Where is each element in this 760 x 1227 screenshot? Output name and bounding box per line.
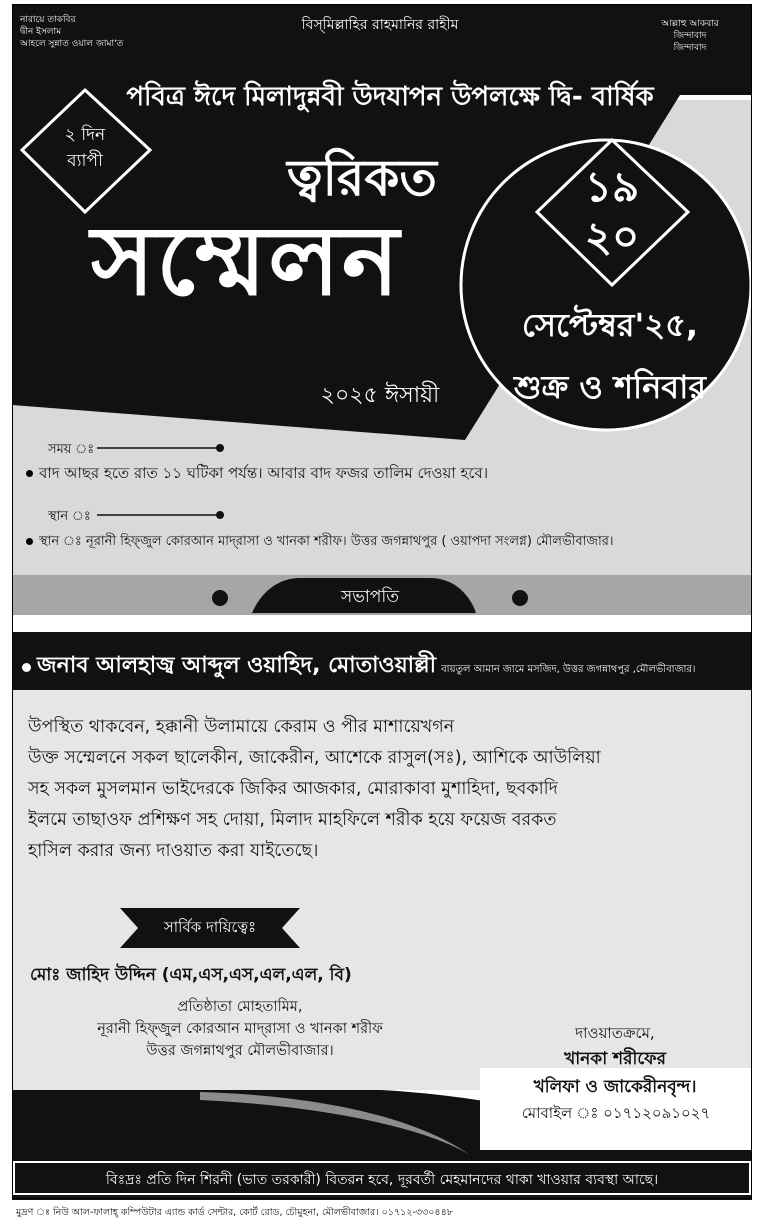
organizer-address: উত্তর জগন্নাথপুর মৌলভীবাজার। — [146, 1043, 334, 1059]
date-day2: ২০ — [584, 212, 640, 261]
bullet — [22, 663, 31, 672]
president-label: সভাপতি — [341, 587, 399, 607]
place-label: স্থান ঃ — [48, 509, 91, 524]
invitation-body — [28, 712, 738, 867]
organizer-role: প্রতিষ্ঠাতা মোহতামিম, — [177, 999, 303, 1015]
time-label: সময় ঃ — [48, 442, 95, 457]
footer-note: বিঃদ্রঃ প্রতি দিন শিরনী (ভাত তরকারী) বিতরন হবে, দূরবর্তী মেহমানদের থাকা খাওয়ার ব্যবস্থা আছে। — [105, 1172, 659, 1188]
bismillah: বিস্‌মিল্লাহির রাহমানির রাহীম — [301, 17, 459, 33]
organizer-details — [30, 996, 450, 1062]
president-name: জনাব আলহাজ্ব আব্দুল ওয়াহিদ, মোতাওয়াল্লী — [37, 653, 437, 678]
slogan-line: নারায়ে তাকবির — [20, 15, 76, 25]
invitation-line: ইলমে তাছাওফ প্রশিক্ষণ সহ দোয়া, মিলাদ মাহফিলে শরীক হয়ে ফয়েজ বরকত — [28, 810, 557, 830]
title-small: ত্বরিকত — [287, 149, 437, 207]
invitation-line: উপস্থিত থাকবেন, হক্কানী উলামায়ে কেরাম ও পীর মাশায়েখগন — [28, 717, 455, 737]
top-left-slogans — [20, 14, 180, 50]
date-day1: ১৯ — [584, 162, 640, 211]
top-right-slogans — [640, 18, 740, 54]
bullet — [26, 470, 33, 477]
invited-by-line1: খানকা শরীফের — [564, 1049, 666, 1069]
duration-text — [40, 122, 130, 174]
bullet — [26, 538, 33, 545]
invitation-line: হাসিল করার জন্য দাওয়াত করা যাইতেছে। — [28, 841, 319, 861]
time-row — [26, 462, 736, 487]
slogan-line: আহলে সুন্নাত ওয়াল জামা'ত — [20, 39, 124, 49]
slogan-line: জিন্দাবাদ — [673, 31, 707, 41]
year: ২০২৫ ঈসায়ী — [320, 383, 440, 408]
president-place: বায়তুল আমান জামে মসজিদ, উত্তর জগন্নাথপুর ,মৌলভীবাজার। — [441, 664, 696, 675]
printer-credit: মুদ্রণ ঃ নিউ আল-ফালাহ্‌ কম্পিউটার এ্যান্ড কার্ড সেন্টার, কোর্ট রোড, চৌমুহনা, মৌলভীবাজার। ০১৭১২-৩৩০৪৪৮ — [16, 1207, 453, 1218]
organizer-institution: নূরানী হিফ্‌জুল কোরআন মাদ্‌রাসা ও খানকা শরীফ — [97, 1021, 383, 1037]
place-row — [26, 532, 740, 553]
date-month: সেপ্টেম্বর'২৫, — [521, 306, 699, 344]
invited-by-line2: খলিফা ও জাকেরীনবৃন্দ। — [533, 1077, 697, 1097]
date-weekday: শুক্র ও শনিবার — [513, 368, 707, 406]
invitation-line: সহ সকল মুসলমান ভাইদেরকে জিকির আজকার, মোরাকাবা মুশাহিদা, ছবকাদি — [28, 779, 558, 799]
slogan-line: দ্বীন ইসলাম — [20, 27, 62, 37]
slogan-line: আল্লাহু আকবার — [661, 19, 719, 29]
duration-line: ব্যাপী — [67, 151, 103, 171]
invited-by-label: দাওয়াতক্রমে, — [575, 1024, 655, 1042]
title-big: সম্মেলন — [90, 205, 402, 317]
time-text: বাদ আছর হতে রাত ১১ ঘটিকা পর্যন্ত। আবার বাদ ফজর তালিম দেওয়া হবে। — [39, 464, 489, 482]
organizer-name: মোঃ জাহিদ উদ্দিন (এম,এস,এস,এল,এল, বি) — [30, 965, 352, 985]
slogan-line: জিন্দাবাদ — [673, 43, 707, 53]
organizer-label: সার্বিক দায়িত্বেঃ — [163, 918, 257, 936]
place-text: স্থান ঃ নূরানী হিফ্‌জুল কোরআন মাদ্‌রাসা ও খানকা শরীফ। উত্তর জগন্নাথপুর ( ওয়াপদা সংলগ্ন) মৌলভীবাজার। — [39, 534, 614, 549]
president-row — [22, 648, 742, 685]
invitation-line: উক্ত সম্মেলনে সকল ছালেকীন, জাকেরীন, আশেকে রাসুল(সঃ), আশিকে আউলিয়া — [28, 748, 601, 768]
mobile-number: মোবাইল ঃ ০১৭১২০৯১০২৭ — [521, 1104, 711, 1122]
occasion-heading: পবিত্র ঈদে মিলাদুন্নবী উদযাপন উপলক্ষে দ্বি- বার্ষিক — [126, 82, 654, 112]
duration-line: ২ দিন — [64, 125, 106, 145]
